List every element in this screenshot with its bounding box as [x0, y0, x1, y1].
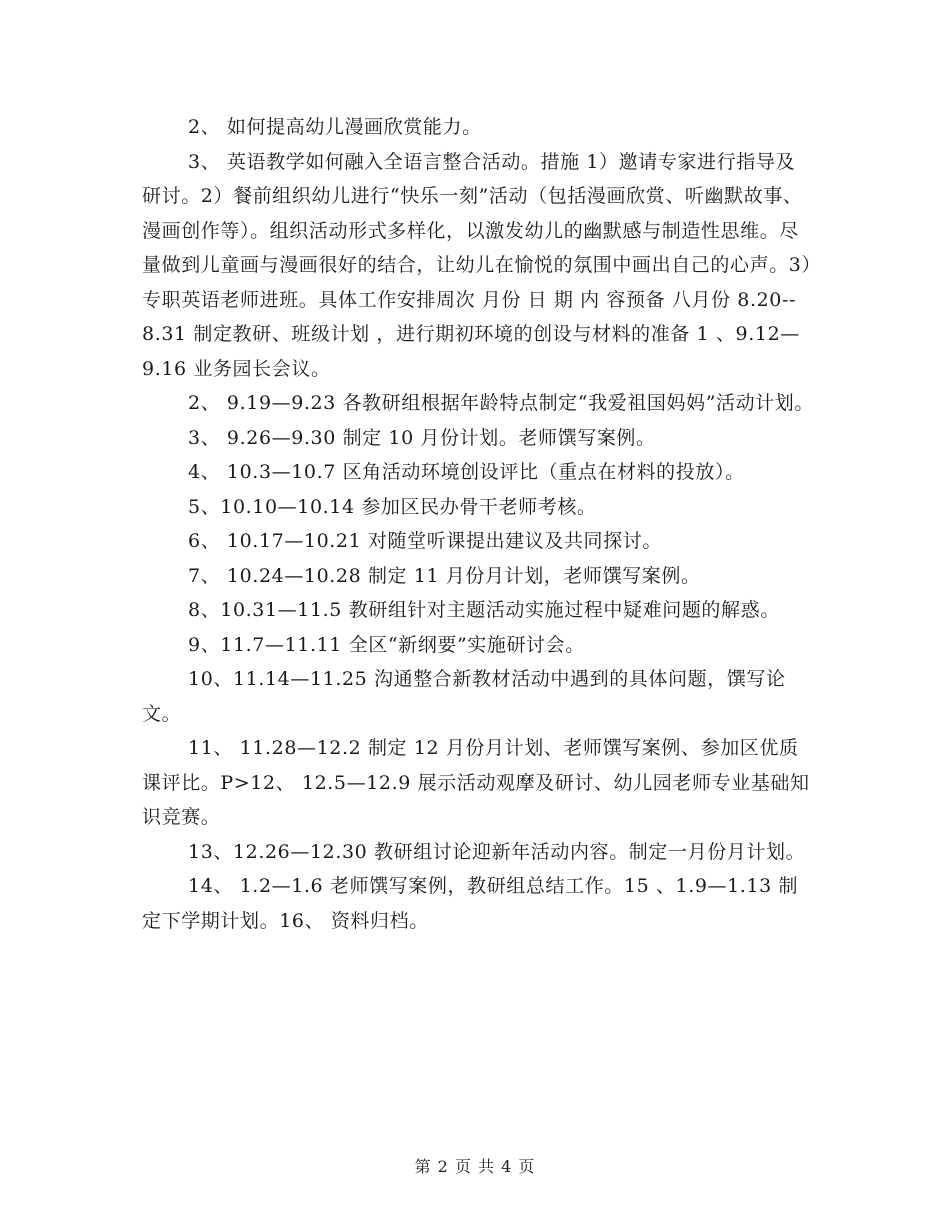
paragraph: 13、12.26—12.30 教研组讨论迎新年活动内容。制定一月份月计划。 [188, 840, 806, 863]
document-body [142, 110, 814, 938]
paragraph: 2、 9.19—9.23 各教研组根据年龄特点制定“我爱祖国妈妈”活动计划。 [188, 392, 815, 414]
paragraph: 11、 11.28—12.2 制定 12 月份月计划、老师馔写案例、参加区优质课评比。P>12、 12.5—12.9 展示活动观摩及研讨、幼儿园老师专业基础知识竞赛。 [142, 737, 810, 828]
page-footer: 第 2 页 共 4 页 [414, 1157, 536, 1176]
paragraph: 5、10.10—10.14 参加区民办骨干老师考核。 [188, 495, 597, 518]
paragraph: 4、 10.3—10.7 区角活动环境创设评比（重点在材料的投放）。 [188, 461, 745, 483]
paragraph: 3、 英语教学如何融入全语言整合活动。措施 1）邀请专家进行指导及研讨。2）餐前组织幼儿进行“快乐一刻”活动（包括漫画欣赏、听幽默故事、漫画创作等）。组织活动形式多样化，以激发幼儿的幽默感与制造性思维。尽量做到儿童画与漫画很好的结合，让幼儿在愉悦的氛围中画出自己的心声。3）专职英语老师进班。具体工作安排周次 月份 日 期 内 容预备 八月份 8.20--8.31 制定教研、班级计划 ，进行期初环境的创设与材料的准备 1 、9.12—9.16 业务园长会议。 [142, 150, 812, 380]
paragraph: 3、 9.26—9.30 制定 10 月份计划。老师馔写案例。 [188, 426, 656, 449]
paragraph: 8、10.31—11.5 教研组针对主题活动实施过程中疑难问题的解惑。 [188, 599, 780, 621]
paragraph: 14、 1.2—1.6 老师馔写案例，教研组总结工作。15 、1.9—1.13 制定下学期计划。16、 资料归档。 [142, 875, 799, 932]
paragraph: 2、 如何提高幼儿漫画欣赏能力。 [188, 116, 482, 138]
paragraph: 9、11.7—11.11 全区“新纲要”实施研讨会。 [188, 633, 585, 656]
paragraph: 6、 10.17—10.21 对随堂听课提出建议及共同探讨。 [188, 530, 662, 552]
paragraph: 7、 10.24—10.28 制定 11 月份月计划，老师馔写案例。 [188, 564, 701, 587]
paragraph: 10、11.14—11.25 沟通整合新教材活动中遇到的具体问题，馔写论文。 [142, 668, 786, 725]
